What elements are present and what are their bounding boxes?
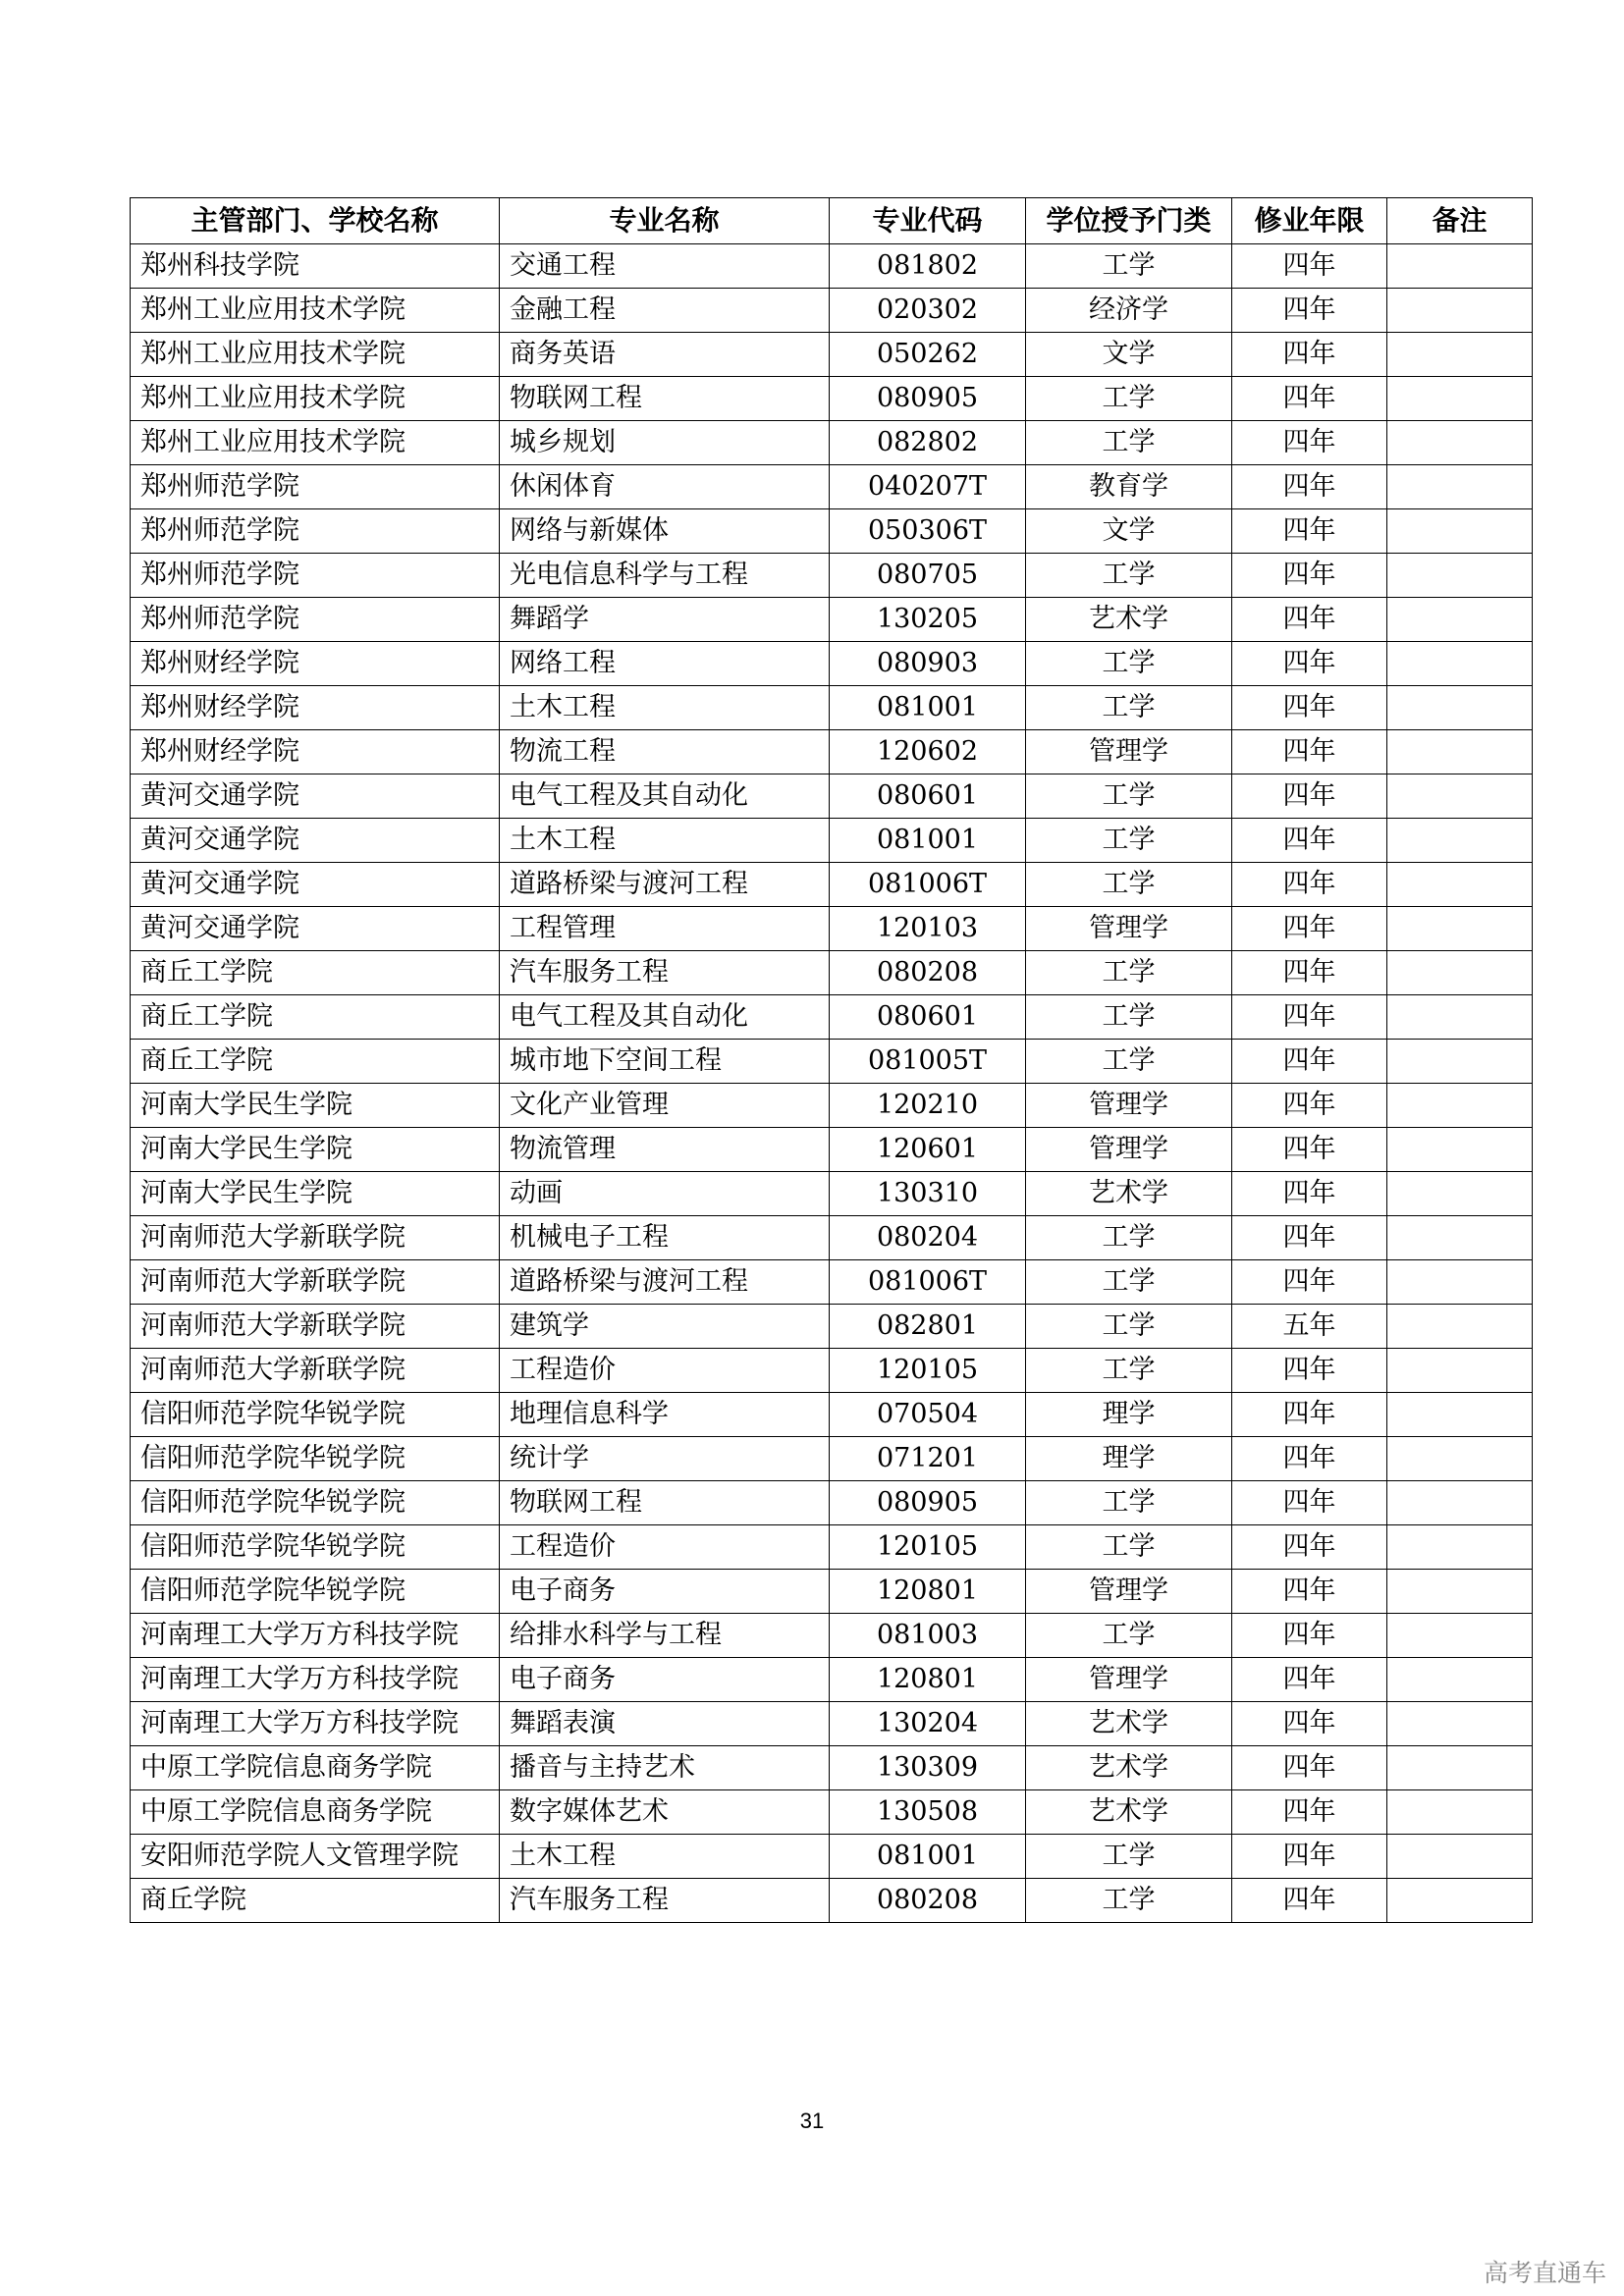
remarks-cell bbox=[1387, 730, 1533, 774]
header-duration: 修业年限 bbox=[1232, 198, 1387, 244]
major-code-cell: 050306T bbox=[830, 509, 1026, 554]
duration-cell: 四年 bbox=[1232, 1084, 1387, 1128]
major-code-cell: 040207T bbox=[830, 465, 1026, 509]
header-row bbox=[131, 198, 1533, 244]
school-name-cell: 郑州财经学院 bbox=[131, 730, 500, 774]
table-row bbox=[131, 907, 1533, 951]
major-code-cell: 081001 bbox=[830, 686, 1026, 730]
table-row bbox=[131, 465, 1533, 509]
duration-cell: 四年 bbox=[1232, 1835, 1387, 1879]
degree-category-cell: 文学 bbox=[1026, 509, 1232, 554]
remarks-cell bbox=[1387, 509, 1533, 554]
remarks-cell bbox=[1387, 1128, 1533, 1172]
major-code-cell: 130204 bbox=[830, 1702, 1026, 1746]
duration-cell: 五年 bbox=[1232, 1305, 1387, 1349]
duration-cell: 四年 bbox=[1232, 907, 1387, 951]
degree-category-cell: 工学 bbox=[1026, 1305, 1232, 1349]
table-row bbox=[131, 509, 1533, 554]
degree-category-cell: 工学 bbox=[1026, 1835, 1232, 1879]
table-row bbox=[131, 1260, 1533, 1305]
major-name-cell: 道路桥梁与渡河工程 bbox=[500, 1260, 830, 1305]
duration-cell: 四年 bbox=[1232, 951, 1387, 995]
duration-cell: 四年 bbox=[1232, 730, 1387, 774]
school-name-cell: 信阳师范学院华锐学院 bbox=[131, 1481, 500, 1525]
major-code-cell: 120105 bbox=[830, 1349, 1026, 1393]
degree-category-cell: 工学 bbox=[1026, 1879, 1232, 1923]
major-name-cell: 电气工程及其自动化 bbox=[500, 995, 830, 1040]
degree-category-cell: 工学 bbox=[1026, 1525, 1232, 1570]
duration-cell: 四年 bbox=[1232, 995, 1387, 1040]
table-row bbox=[131, 554, 1533, 598]
table-row bbox=[131, 1658, 1533, 1702]
degree-category-cell: 工学 bbox=[1026, 377, 1232, 421]
major-code-cell: 080903 bbox=[830, 642, 1026, 686]
major-code-cell: 081006T bbox=[830, 863, 1026, 907]
major-code-cell: 080208 bbox=[830, 1879, 1026, 1923]
school-name-cell: 信阳师范学院华锐学院 bbox=[131, 1437, 500, 1481]
major-name-cell: 道路桥梁与渡河工程 bbox=[500, 863, 830, 907]
major-name-cell: 休闲体育 bbox=[500, 465, 830, 509]
school-name-cell: 商丘工学院 bbox=[131, 1040, 500, 1084]
major-code-cell: 120601 bbox=[830, 1128, 1026, 1172]
degree-category-cell: 工学 bbox=[1026, 421, 1232, 465]
degree-category-cell: 经济学 bbox=[1026, 289, 1232, 333]
school-name-cell: 黄河交通学院 bbox=[131, 907, 500, 951]
school-name-cell: 黄河交通学院 bbox=[131, 863, 500, 907]
major-name-cell: 城乡规划 bbox=[500, 421, 830, 465]
degree-category-cell: 工学 bbox=[1026, 819, 1232, 863]
remarks-cell bbox=[1387, 819, 1533, 863]
major-name-cell: 物流工程 bbox=[500, 730, 830, 774]
remarks-cell bbox=[1387, 774, 1533, 819]
table-row bbox=[131, 1216, 1533, 1260]
remarks-cell bbox=[1387, 244, 1533, 289]
major-code-cell: 080905 bbox=[830, 1481, 1026, 1525]
table-row bbox=[131, 642, 1533, 686]
page-number: 31 bbox=[799, 2109, 825, 2133]
remarks-cell bbox=[1387, 1305, 1533, 1349]
school-name-cell: 商丘工学院 bbox=[131, 951, 500, 995]
degree-category-cell: 工学 bbox=[1026, 1349, 1232, 1393]
degree-category-cell: 艺术学 bbox=[1026, 1172, 1232, 1216]
school-name-cell: 河南师范大学新联学院 bbox=[131, 1349, 500, 1393]
degree-category-cell: 管理学 bbox=[1026, 1658, 1232, 1702]
major-code-cell: 071201 bbox=[830, 1437, 1026, 1481]
table-row bbox=[131, 1393, 1533, 1437]
duration-cell: 四年 bbox=[1232, 1172, 1387, 1216]
remarks-cell bbox=[1387, 1481, 1533, 1525]
table-row bbox=[131, 1128, 1533, 1172]
school-name-cell: 河南师范大学新联学院 bbox=[131, 1305, 500, 1349]
remarks-cell bbox=[1387, 951, 1533, 995]
school-name-cell: 郑州工业应用技术学院 bbox=[131, 421, 500, 465]
degree-category-cell: 工学 bbox=[1026, 1614, 1232, 1658]
school-name-cell: 郑州工业应用技术学院 bbox=[131, 377, 500, 421]
duration-cell: 四年 bbox=[1232, 1481, 1387, 1525]
major-code-cell: 020302 bbox=[830, 289, 1026, 333]
major-code-cell: 082802 bbox=[830, 421, 1026, 465]
degree-category-cell: 管理学 bbox=[1026, 1128, 1232, 1172]
remarks-cell bbox=[1387, 598, 1533, 642]
major-code-cell: 082801 bbox=[830, 1305, 1026, 1349]
school-name-cell: 商丘学院 bbox=[131, 1879, 500, 1923]
remarks-cell bbox=[1387, 465, 1533, 509]
degree-category-cell: 工学 bbox=[1026, 1260, 1232, 1305]
degree-category-cell: 工学 bbox=[1026, 244, 1232, 289]
duration-cell: 四年 bbox=[1232, 377, 1387, 421]
major-code-cell: 120801 bbox=[830, 1570, 1026, 1614]
school-name-cell: 郑州工业应用技术学院 bbox=[131, 289, 500, 333]
major-code-cell: 080601 bbox=[830, 995, 1026, 1040]
table-row bbox=[131, 995, 1533, 1040]
duration-cell: 四年 bbox=[1232, 686, 1387, 730]
school-name-cell: 信阳师范学院华锐学院 bbox=[131, 1393, 500, 1437]
remarks-cell bbox=[1387, 1525, 1533, 1570]
degree-category-cell: 工学 bbox=[1026, 951, 1232, 995]
duration-cell: 四年 bbox=[1232, 1570, 1387, 1614]
degree-category-cell: 管理学 bbox=[1026, 1570, 1232, 1614]
header-degree-category: 学位授予门类 bbox=[1026, 198, 1232, 244]
table-row bbox=[131, 1172, 1533, 1216]
duration-cell: 四年 bbox=[1232, 1040, 1387, 1084]
remarks-cell bbox=[1387, 907, 1533, 951]
school-name-cell: 河南理工大学万方科技学院 bbox=[131, 1658, 500, 1702]
major-code-cell: 080208 bbox=[830, 951, 1026, 995]
table-row bbox=[131, 1525, 1533, 1570]
school-name-cell: 中原工学院信息商务学院 bbox=[131, 1790, 500, 1835]
school-name-cell: 郑州工业应用技术学院 bbox=[131, 333, 500, 377]
major-name-cell: 网络工程 bbox=[500, 642, 830, 686]
table-row bbox=[131, 1481, 1533, 1525]
major-code-cell: 080905 bbox=[830, 377, 1026, 421]
header-school: 主管部门、学校名称 bbox=[131, 198, 500, 244]
table-row bbox=[131, 1437, 1533, 1481]
table-row bbox=[131, 377, 1533, 421]
school-name-cell: 河南师范大学新联学院 bbox=[131, 1216, 500, 1260]
major-code-cell: 120105 bbox=[830, 1525, 1026, 1570]
degree-category-cell: 工学 bbox=[1026, 863, 1232, 907]
major-name-cell: 电气工程及其自动化 bbox=[500, 774, 830, 819]
degree-category-cell: 工学 bbox=[1026, 1040, 1232, 1084]
major-name-cell: 网络与新媒体 bbox=[500, 509, 830, 554]
major-name-cell: 数字媒体艺术 bbox=[500, 1790, 830, 1835]
duration-cell: 四年 bbox=[1232, 1702, 1387, 1746]
major-name-cell: 舞蹈表演 bbox=[500, 1702, 830, 1746]
major-name-cell: 建筑学 bbox=[500, 1305, 830, 1349]
degree-category-cell: 工学 bbox=[1026, 554, 1232, 598]
major-name-cell: 电子商务 bbox=[500, 1658, 830, 1702]
major-code-cell: 081005T bbox=[830, 1040, 1026, 1084]
school-name-cell: 郑州师范学院 bbox=[131, 598, 500, 642]
major-name-cell: 物联网工程 bbox=[500, 377, 830, 421]
table-row bbox=[131, 1084, 1533, 1128]
school-name-cell: 河南大学民生学院 bbox=[131, 1128, 500, 1172]
school-name-cell: 河南大学民生学院 bbox=[131, 1172, 500, 1216]
duration-cell: 四年 bbox=[1232, 1614, 1387, 1658]
degree-category-cell: 艺术学 bbox=[1026, 1790, 1232, 1835]
major-name-cell: 商务英语 bbox=[500, 333, 830, 377]
table-row bbox=[131, 1702, 1533, 1746]
table-row bbox=[131, 1879, 1533, 1923]
remarks-cell bbox=[1387, 377, 1533, 421]
duration-cell: 四年 bbox=[1232, 1437, 1387, 1481]
duration-cell: 四年 bbox=[1232, 1746, 1387, 1790]
table-row bbox=[131, 1746, 1533, 1790]
degree-category-cell: 教育学 bbox=[1026, 465, 1232, 509]
major-code-cell: 081802 bbox=[830, 244, 1026, 289]
remarks-cell bbox=[1387, 1040, 1533, 1084]
major-code-cell: 130309 bbox=[830, 1746, 1026, 1790]
degree-category-cell: 工学 bbox=[1026, 1481, 1232, 1525]
remarks-cell bbox=[1387, 1570, 1533, 1614]
table-row bbox=[131, 819, 1533, 863]
major-code-cell: 050262 bbox=[830, 333, 1026, 377]
major-code-cell: 120103 bbox=[830, 907, 1026, 951]
remarks-cell bbox=[1387, 995, 1533, 1040]
duration-cell: 四年 bbox=[1232, 244, 1387, 289]
remarks-cell bbox=[1387, 642, 1533, 686]
school-name-cell: 黄河交通学院 bbox=[131, 774, 500, 819]
major-code-cell: 070504 bbox=[830, 1393, 1026, 1437]
degree-category-cell: 工学 bbox=[1026, 686, 1232, 730]
major-name-cell: 播音与主持艺术 bbox=[500, 1746, 830, 1790]
major-name-cell: 给排水科学与工程 bbox=[500, 1614, 830, 1658]
duration-cell: 四年 bbox=[1232, 863, 1387, 907]
table-row bbox=[131, 1349, 1533, 1393]
major-name-cell: 舞蹈学 bbox=[500, 598, 830, 642]
duration-cell: 四年 bbox=[1232, 642, 1387, 686]
duration-cell: 四年 bbox=[1232, 421, 1387, 465]
table-row bbox=[131, 1305, 1533, 1349]
school-name-cell: 郑州师范学院 bbox=[131, 554, 500, 598]
major-code-cell: 080601 bbox=[830, 774, 1026, 819]
duration-cell: 四年 bbox=[1232, 598, 1387, 642]
major-name-cell: 土木工程 bbox=[500, 1835, 830, 1879]
school-name-cell: 信阳师范学院华锐学院 bbox=[131, 1525, 500, 1570]
school-name-cell: 商丘工学院 bbox=[131, 995, 500, 1040]
duration-cell: 四年 bbox=[1232, 509, 1387, 554]
degree-category-cell: 艺术学 bbox=[1026, 1746, 1232, 1790]
duration-cell: 四年 bbox=[1232, 554, 1387, 598]
remarks-cell bbox=[1387, 1260, 1533, 1305]
remarks-cell bbox=[1387, 863, 1533, 907]
remarks-cell bbox=[1387, 1879, 1533, 1923]
major-name-cell: 城市地下空间工程 bbox=[500, 1040, 830, 1084]
school-name-cell: 信阳师范学院华锐学院 bbox=[131, 1570, 500, 1614]
major-code-cell: 130508 bbox=[830, 1790, 1026, 1835]
school-name-cell: 河南理工大学万方科技学院 bbox=[131, 1702, 500, 1746]
watermark: 高考直通车 bbox=[1483, 2259, 1606, 2287]
degree-category-cell: 管理学 bbox=[1026, 730, 1232, 774]
table-row bbox=[131, 598, 1533, 642]
major-code-cell: 081006T bbox=[830, 1260, 1026, 1305]
remarks-cell bbox=[1387, 554, 1533, 598]
remarks-cell bbox=[1387, 1614, 1533, 1658]
major-name-cell: 机械电子工程 bbox=[500, 1216, 830, 1260]
school-name-cell: 河南大学民生学院 bbox=[131, 1084, 500, 1128]
major-name-cell: 工程管理 bbox=[500, 907, 830, 951]
major-code-cell: 130205 bbox=[830, 598, 1026, 642]
duration-cell: 四年 bbox=[1232, 333, 1387, 377]
table-row bbox=[131, 1614, 1533, 1658]
school-name-cell: 郑州师范学院 bbox=[131, 465, 500, 509]
major-name-cell: 金融工程 bbox=[500, 289, 830, 333]
major-code-cell: 081001 bbox=[830, 1835, 1026, 1879]
majors-table bbox=[130, 197, 1533, 1923]
remarks-cell bbox=[1387, 686, 1533, 730]
degree-category-cell: 艺术学 bbox=[1026, 1702, 1232, 1746]
remarks-cell bbox=[1387, 1790, 1533, 1835]
duration-cell: 四年 bbox=[1232, 1525, 1387, 1570]
duration-cell: 四年 bbox=[1232, 1393, 1387, 1437]
major-code-cell: 120210 bbox=[830, 1084, 1026, 1128]
school-name-cell: 河南理工大学万方科技学院 bbox=[131, 1614, 500, 1658]
remarks-cell bbox=[1387, 1393, 1533, 1437]
major-name-cell: 汽车服务工程 bbox=[500, 951, 830, 995]
remarks-cell bbox=[1387, 1216, 1533, 1260]
duration-cell: 四年 bbox=[1232, 1658, 1387, 1702]
duration-cell: 四年 bbox=[1232, 289, 1387, 333]
major-name-cell: 物联网工程 bbox=[500, 1481, 830, 1525]
degree-category-cell: 理学 bbox=[1026, 1437, 1232, 1481]
remarks-cell bbox=[1387, 1172, 1533, 1216]
major-code-cell: 081001 bbox=[830, 819, 1026, 863]
school-name-cell: 郑州财经学院 bbox=[131, 686, 500, 730]
major-code-cell: 130310 bbox=[830, 1172, 1026, 1216]
major-name-cell: 土木工程 bbox=[500, 819, 830, 863]
duration-cell: 四年 bbox=[1232, 1349, 1387, 1393]
school-name-cell: 郑州科技学院 bbox=[131, 244, 500, 289]
major-name-cell: 交通工程 bbox=[500, 244, 830, 289]
remarks-cell bbox=[1387, 421, 1533, 465]
table-row bbox=[131, 333, 1533, 377]
major-name-cell: 工程造价 bbox=[500, 1525, 830, 1570]
major-code-cell: 120801 bbox=[830, 1658, 1026, 1702]
school-name-cell: 安阳师范学院人文管理学院 bbox=[131, 1835, 500, 1879]
remarks-cell bbox=[1387, 1437, 1533, 1481]
remarks-cell bbox=[1387, 1702, 1533, 1746]
degree-category-cell: 工学 bbox=[1026, 774, 1232, 819]
degree-category-cell: 文学 bbox=[1026, 333, 1232, 377]
table-row bbox=[131, 1040, 1533, 1084]
duration-cell: 四年 bbox=[1232, 1879, 1387, 1923]
duration-cell: 四年 bbox=[1232, 465, 1387, 509]
header-code: 专业代码 bbox=[830, 198, 1026, 244]
school-name-cell: 黄河交通学院 bbox=[131, 819, 500, 863]
major-code-cell: 080705 bbox=[830, 554, 1026, 598]
table-row bbox=[131, 1790, 1533, 1835]
major-name-cell: 动画 bbox=[500, 1172, 830, 1216]
header-remarks: 备注 bbox=[1387, 198, 1533, 244]
duration-cell: 四年 bbox=[1232, 819, 1387, 863]
degree-category-cell: 理学 bbox=[1026, 1393, 1232, 1437]
table-row bbox=[131, 774, 1533, 819]
duration-cell: 四年 bbox=[1232, 1128, 1387, 1172]
degree-category-cell: 工学 bbox=[1026, 995, 1232, 1040]
table-row bbox=[131, 1835, 1533, 1879]
table-row bbox=[131, 730, 1533, 774]
major-code-cell: 080204 bbox=[830, 1216, 1026, 1260]
table-row bbox=[131, 686, 1533, 730]
remarks-cell bbox=[1387, 333, 1533, 377]
major-name-cell: 统计学 bbox=[500, 1437, 830, 1481]
remarks-cell bbox=[1387, 1746, 1533, 1790]
major-name-cell: 工程造价 bbox=[500, 1349, 830, 1393]
degree-category-cell: 艺术学 bbox=[1026, 598, 1232, 642]
degree-category-cell: 工学 bbox=[1026, 1216, 1232, 1260]
remarks-cell bbox=[1387, 1658, 1533, 1702]
table-row bbox=[131, 863, 1533, 907]
header-major: 专业名称 bbox=[500, 198, 830, 244]
school-name-cell: 河南师范大学新联学院 bbox=[131, 1260, 500, 1305]
table-row bbox=[131, 1570, 1533, 1614]
major-name-cell: 文化产业管理 bbox=[500, 1084, 830, 1128]
major-name-cell: 汽车服务工程 bbox=[500, 1879, 830, 1923]
remarks-cell bbox=[1387, 1835, 1533, 1879]
school-name-cell: 郑州财经学院 bbox=[131, 642, 500, 686]
remarks-cell bbox=[1387, 1084, 1533, 1128]
duration-cell: 四年 bbox=[1232, 1260, 1387, 1305]
table-row bbox=[131, 244, 1533, 289]
school-name-cell: 中原工学院信息商务学院 bbox=[131, 1746, 500, 1790]
remarks-cell bbox=[1387, 1349, 1533, 1393]
school-name-cell: 郑州师范学院 bbox=[131, 509, 500, 554]
major-name-cell: 土木工程 bbox=[500, 686, 830, 730]
duration-cell: 四年 bbox=[1232, 1216, 1387, 1260]
duration-cell: 四年 bbox=[1232, 774, 1387, 819]
remarks-cell bbox=[1387, 289, 1533, 333]
degree-category-cell: 工学 bbox=[1026, 642, 1232, 686]
table-row bbox=[131, 951, 1533, 995]
degree-category-cell: 管理学 bbox=[1026, 1084, 1232, 1128]
major-code-cell: 081003 bbox=[830, 1614, 1026, 1658]
major-code-cell: 120602 bbox=[830, 730, 1026, 774]
duration-cell: 四年 bbox=[1232, 1790, 1387, 1835]
major-name-cell: 地理信息科学 bbox=[500, 1393, 830, 1437]
table-row bbox=[131, 289, 1533, 333]
major-name-cell: 物流管理 bbox=[500, 1128, 830, 1172]
degree-category-cell: 管理学 bbox=[1026, 907, 1232, 951]
table-row bbox=[131, 421, 1533, 465]
major-name-cell: 光电信息科学与工程 bbox=[500, 554, 830, 598]
major-name-cell: 电子商务 bbox=[500, 1570, 830, 1614]
